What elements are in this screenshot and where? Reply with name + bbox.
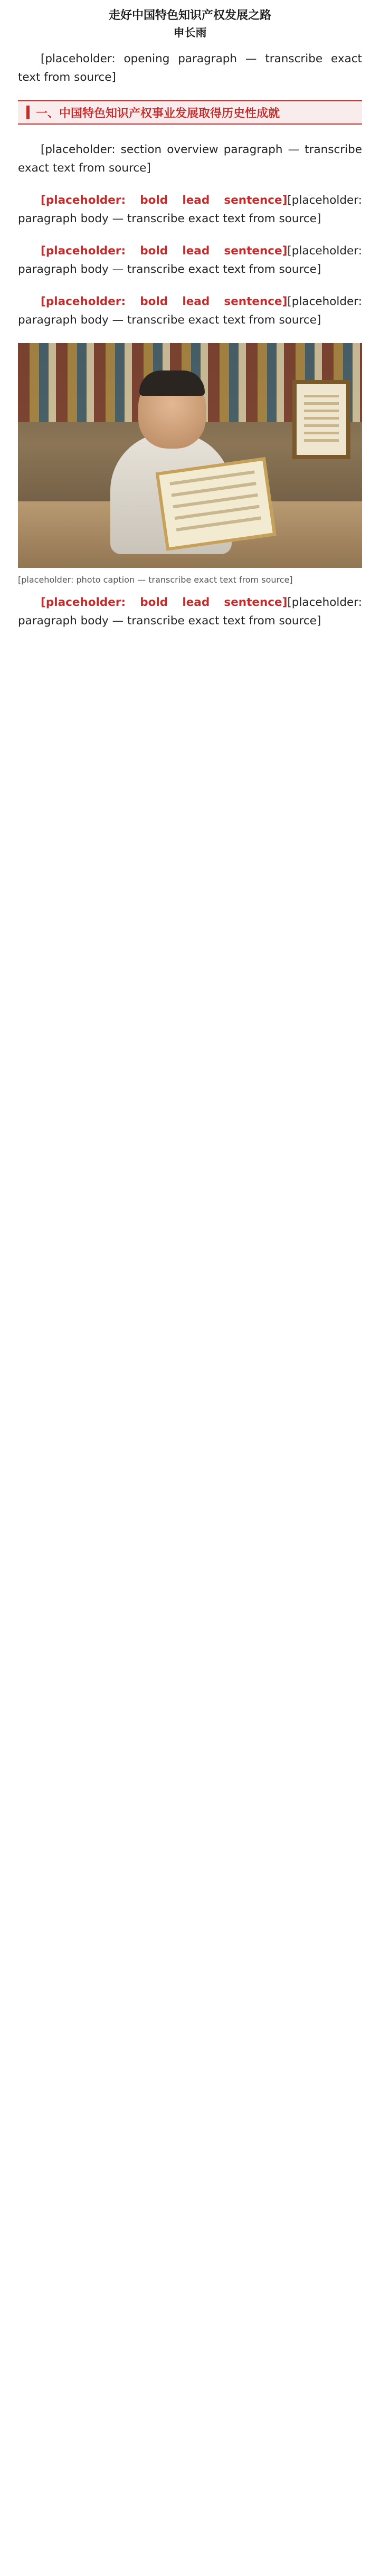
person-hair: [139, 370, 205, 396]
paragraph-body: [placeholder: paragraph body — transcribe exact text from source]: [18, 244, 362, 276]
paragraph-lead: [placeholder: bold lead sentence]: [41, 596, 288, 609]
patent-certificate: [156, 457, 277, 551]
article-figure: [18, 343, 362, 587]
photo-man-holding-patent-certificate: [18, 343, 362, 568]
paragraph-lead: [placeholder: bold lead sentence]: [41, 194, 288, 207]
paragraph-lead: [placeholder: bold lead sentence]: [41, 244, 288, 258]
paragraph-international-cooperation: [18, 593, 362, 630]
article-author: 申长雨: [173, 26, 207, 39]
article-title: 走好中国特色知识产权发展之路: [108, 9, 271, 22]
paragraph-legal-system: [18, 242, 362, 279]
paragraph-lead: [placeholder: bold lead sentence]: [41, 295, 288, 308]
paragraph-party-leadership: [18, 191, 362, 228]
framed-certificate-on-wall: [292, 380, 350, 459]
section-overview-paragraph: [placeholder: section overview paragraph — transcribe exact text from source]: [18, 143, 362, 175]
paragraph-body: [placeholder: paragraph body — transcribe exact text from source]: [18, 295, 362, 327]
section-heading: 一、中国特色知识产权事业发展取得历史性成就: [36, 107, 280, 120]
section-marker-decoration: [26, 106, 30, 119]
photo-caption: [placeholder: photo caption — transcribe exact text from source]: [18, 575, 293, 585]
paragraph-body: [placeholder: paragraph body — transcribe exact text from source]: [18, 596, 362, 628]
paragraph-comprehensive-strength: [18, 292, 362, 329]
section-heading-bar: [18, 100, 362, 125]
paragraph-body: [placeholder: paragraph body — transcribe exact text from source]: [18, 194, 362, 225]
intro-paragraph: [placeholder: opening paragraph — transcribe exact text from source]: [18, 52, 362, 84]
